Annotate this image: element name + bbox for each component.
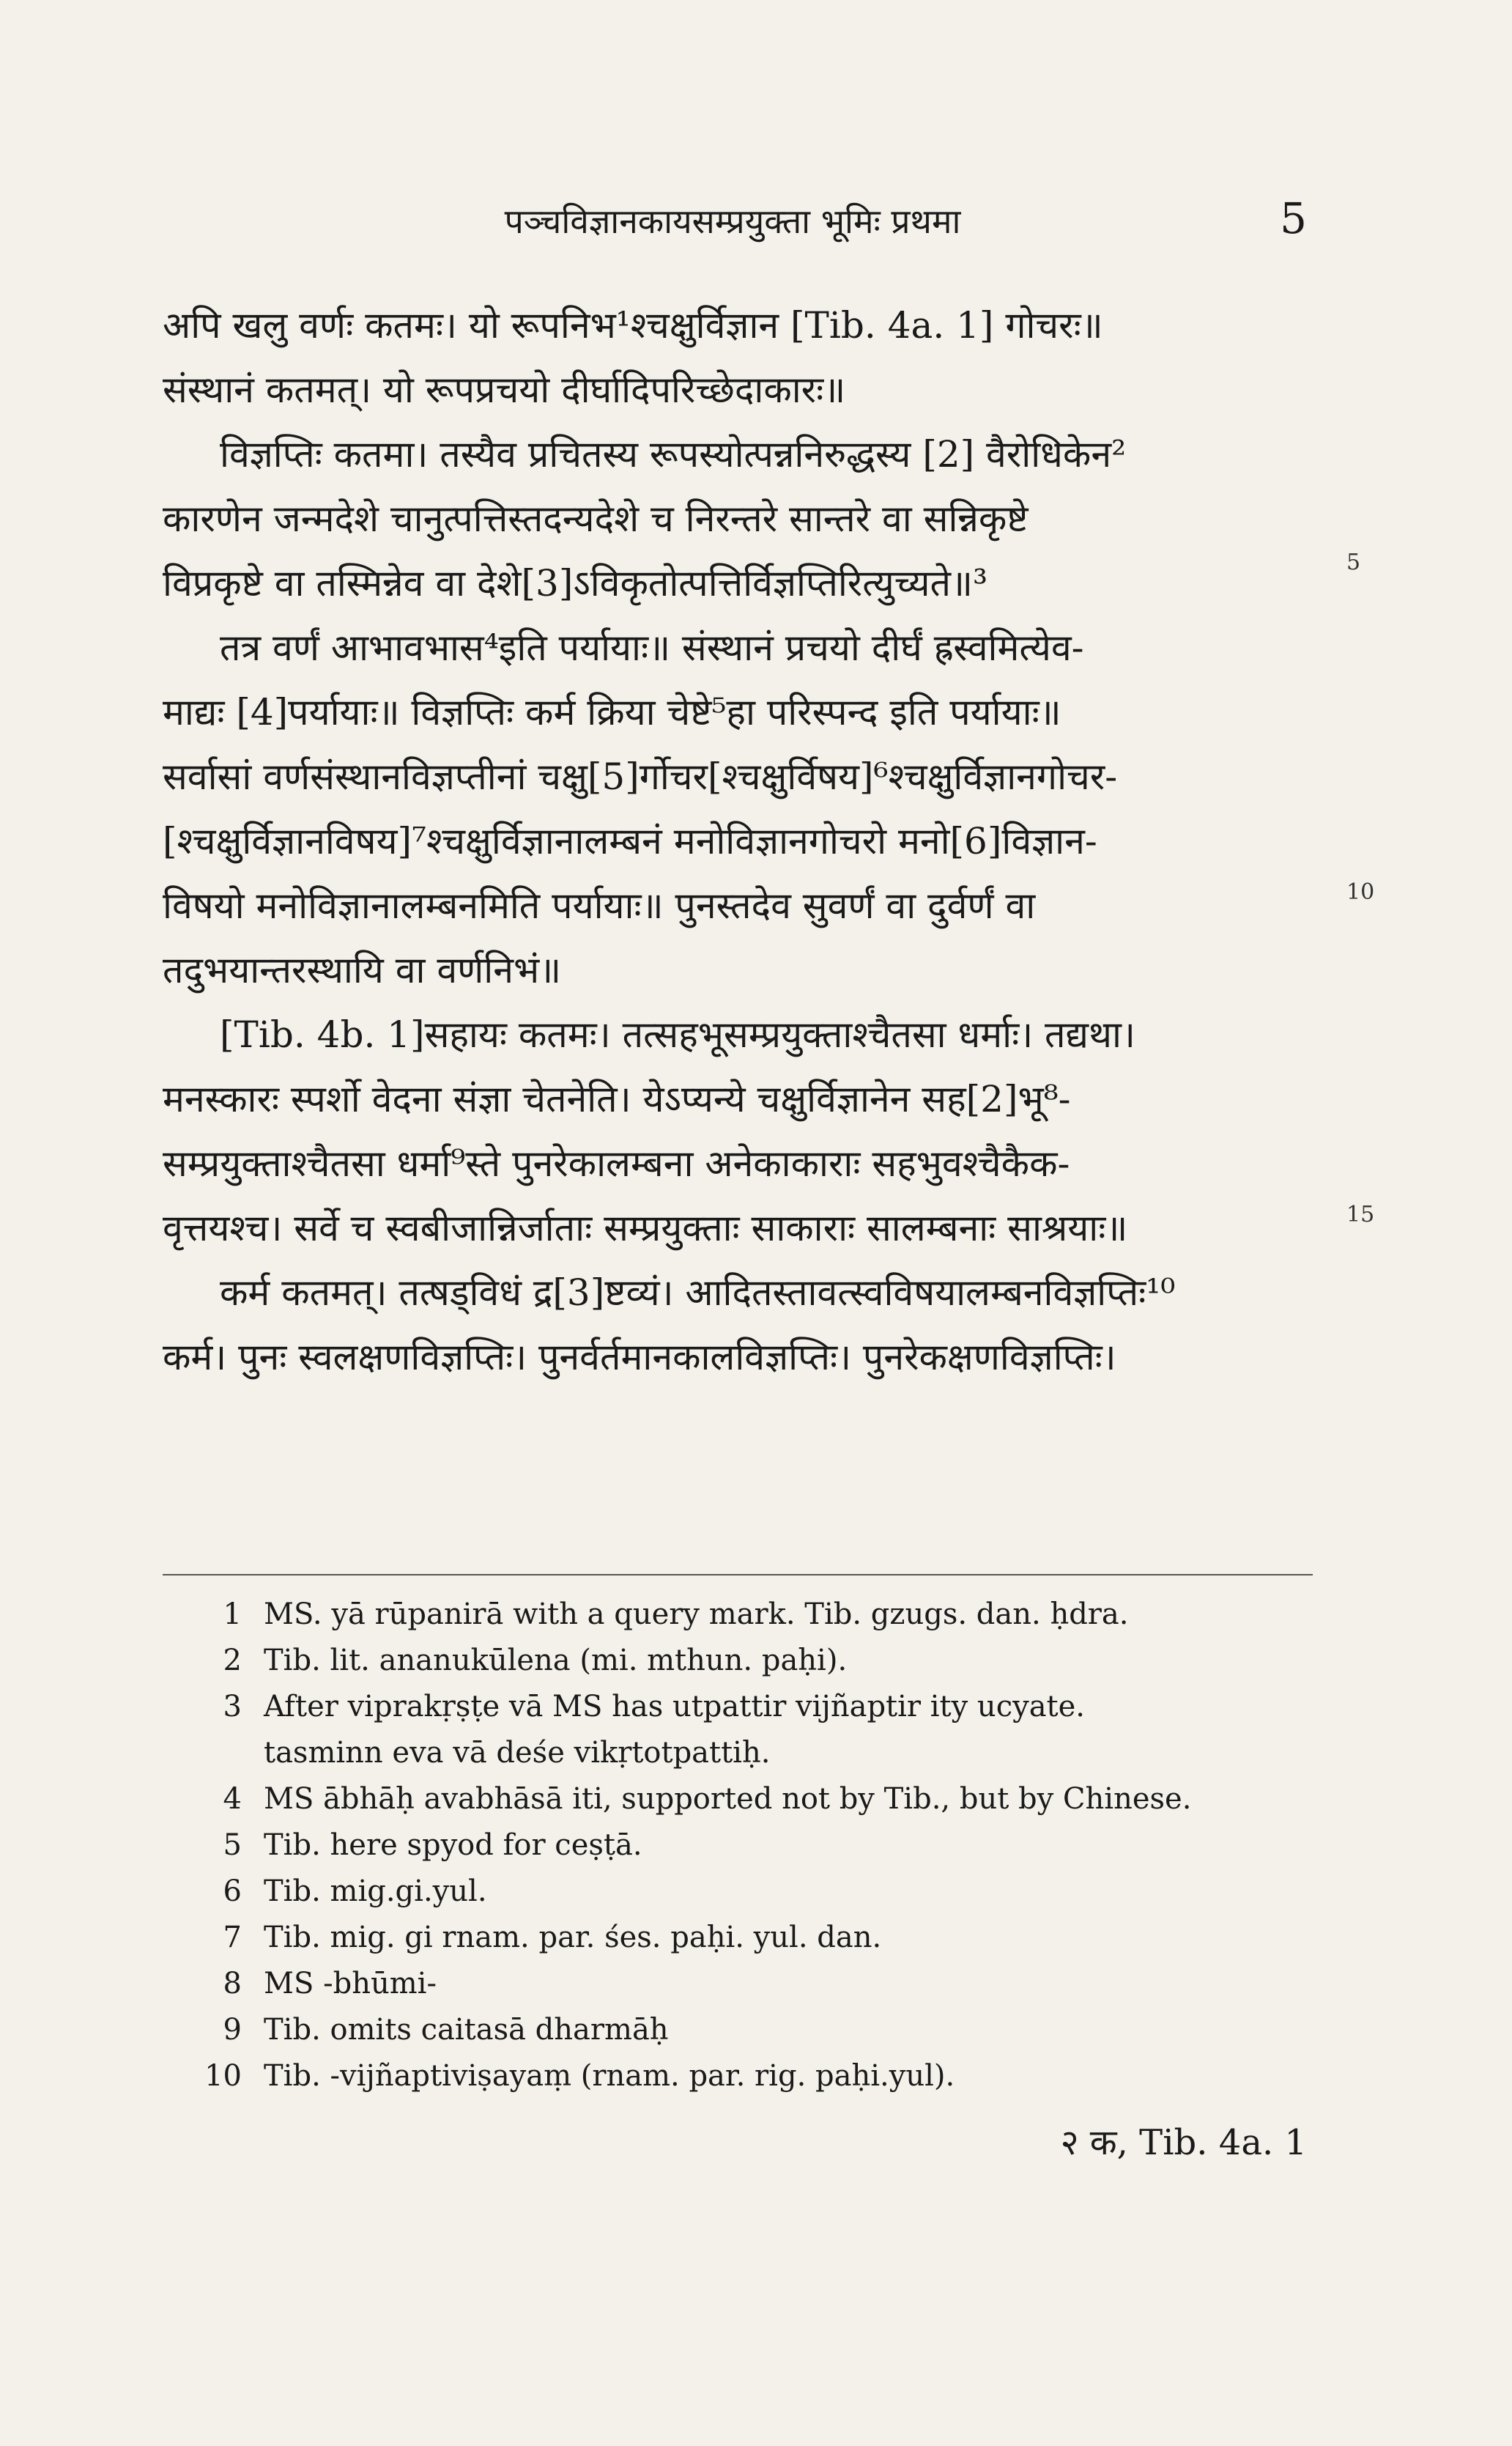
footnote-text: Tib. -vijñaptiviṣayaṃ (rnam. par. rig. paḥi.yul). xyxy=(264,2059,955,2093)
text-line: कर्म कतमत्। तत्षड्विधं द्र[3]ष्टव्यं। आदितस्तावत्स्वविषयालम्बनविज्ञप्तिः¹⁰ xyxy=(220,1271,1176,1314)
footnote-text: MS -bhūmi- xyxy=(264,1967,437,2000)
footnote-text: MS. yā rūpanirā with a query mark. Tib. gzugs. dan. ḥdra. xyxy=(264,1597,1129,1631)
text-line: संस्थानं कतमत्। यो रूपप्रचयो दीर्घादिपरिच्छेदाकारः॥ xyxy=(163,369,846,411)
footnote xyxy=(183,1822,1326,1869)
page-number: 5 xyxy=(1280,193,1307,243)
footnote-number: 8 xyxy=(223,1967,242,2000)
text-line: माद्यः [4]पर्यायाः॥ विज्ञप्तिः कर्म क्रिया चेष्टे⁵हा परिस्पन्द इति पर्यायाः॥ xyxy=(163,691,1061,734)
signature-mark: २ क, Tib. 4a. 1 xyxy=(1060,2122,1307,2163)
footnote xyxy=(183,1776,1326,1822)
footnote-number: 3 xyxy=(223,1690,242,1723)
text-line: कारणेन जन्मदेशे चानुत्पत्तिस्तदन्यदेशे च निरन्तरे सान्तरे वा सन्निकृष्टे xyxy=(163,498,1029,540)
footnote-divider xyxy=(163,1574,1313,1575)
text-line: सम्प्रयुक्ताश्चैतसा धर्मा⁹स्ते पुनरेकालम्बना अनेकाकाराः सहभुवश्चैकैक- xyxy=(163,1142,1070,1185)
text-line: [Tib. 4b. 1]सहायः कतमः। तत्सहभूसम्प्रयुक्ताश्चैतसा धर्माः। तद्यथा। xyxy=(220,1013,1135,1056)
footnote-text: Tib. here spyod for ceṣṭā. xyxy=(264,1828,642,1862)
footnote-text: Tib. mig.gi.yul. xyxy=(264,1874,487,1908)
footnote-number: 1 xyxy=(223,1597,242,1631)
text-line: अपि खलु वर्णः कतमः। यो रूपनिभ¹श्चक्षुर्विज्ञान [Tib. 4a. 1] गोचरः॥ xyxy=(163,304,1103,347)
text-line: सर्वासां वर्णसंस्थानविज्ञप्तीनां चक्षु[5]र्गोचर[श्चक्षुर्विषय]⁶श्चक्षुर्विज्ञानगोचर- xyxy=(163,755,1118,798)
footnote xyxy=(183,1961,1326,2007)
footnote-text: tasminn eva vā deśe vikṛtotpattiḥ. xyxy=(264,1736,771,1770)
footnote xyxy=(183,2007,1326,2053)
footnote-number: 2 xyxy=(223,1644,242,1677)
line-number-margin: 5 xyxy=(1346,550,1361,575)
text-line: कर्म। पुनः स्वलक्षणविज्ञप्तिः। पुनर्वर्तमानकालविज्ञप्तिः। पुनरेकक्षणविज्ञप्तिः। xyxy=(163,1336,1116,1378)
footnote-number: 5 xyxy=(223,1828,242,1862)
footnotes xyxy=(183,1592,1326,2099)
main-text xyxy=(163,293,1320,1389)
line-number-margin: 15 xyxy=(1346,1202,1375,1227)
running-header xyxy=(0,193,1512,249)
text-line: विषयो मनोविज्ञानालम्बनमिति पर्यायाः॥ पुनस्तदेव सुवर्णं वा दुर्वर्णं वा xyxy=(163,884,1036,927)
line-number-margin: 10 xyxy=(1346,879,1375,905)
footnote-number: 7 xyxy=(223,1921,242,1954)
footnote-text: After viprakṛṣṭe vā MS has utpattir vijñaptir ity ucyate. xyxy=(264,1690,1085,1723)
text-line: वृत्तयश्च। सर्वे च स्वबीजान्निर्जाताः सम्प्रयुक्ताः साकाराः सालम्बनाः साश्रयाः॥ xyxy=(163,1207,1128,1249)
footnote-text: Tib. omits caitasā dharmāḥ xyxy=(264,2013,669,2047)
footnote-number: 10 xyxy=(204,2059,242,2093)
footnote-text: Tib. lit. ananukūlena (mi. mthun. paḥi). xyxy=(264,1644,848,1677)
footnote xyxy=(183,1592,1326,1638)
footnote-text: Tib. mig. gi rnam. par. śes. paḥi. yul. dan. xyxy=(264,1921,882,1954)
text-line: मनस्कारः स्पर्शो वेदना संज्ञा चेतनेति। येऽप्यन्ये चक्षुर्विज्ञानेन सह[2]भू⁸- xyxy=(163,1078,1071,1120)
footnote-number: 4 xyxy=(223,1782,242,1816)
footnote-number: 6 xyxy=(223,1874,242,1908)
running-title: पञ्चविज्ञानकायसम्प्रयुक्ता भूमिः प्रथमा xyxy=(504,202,961,241)
text-line: विज्ञप्तिः कतमा। तस्यैव प्रचितस्य रूपस्योत्पन्ननिरुद्धस्य [2] वैरोधिकेन² xyxy=(220,433,1127,476)
footnote xyxy=(183,1915,1326,1961)
footnote xyxy=(183,1684,1326,1730)
text-line: विप्रकृष्टे वा तस्मिन्नेव वा देशे[3]ऽविकृतोत्पत्तिर्विज्ञप्तिरित्युच्यते॥³ xyxy=(163,562,988,605)
footnote-text: MS ābhāḥ avabhāsā iti, supported not by Tib., but by Chinese. xyxy=(264,1782,1192,1816)
footnote xyxy=(183,1638,1326,1684)
footnote-number: 9 xyxy=(223,2013,242,2047)
text-line: तत्र वर्णं आभावभास⁴इति पर्यायाः॥ संस्थानं प्रचयो दीर्घं ह्रस्वमित्येव- xyxy=(220,627,1084,669)
text-line: [श्चक्षुर्विज्ञानविषय]⁷श्चक्षुर्विज्ञानालम्बनं मनोविज्ञानगोचरो मनो[6]विज्ञान- xyxy=(163,820,1097,862)
text-line: तदुभयान्तरस्थायि वा वर्णनिभं॥ xyxy=(163,949,562,991)
footnote xyxy=(183,2053,1326,2099)
footnote-continuation xyxy=(183,1730,1326,1776)
footnote xyxy=(183,1869,1326,1915)
